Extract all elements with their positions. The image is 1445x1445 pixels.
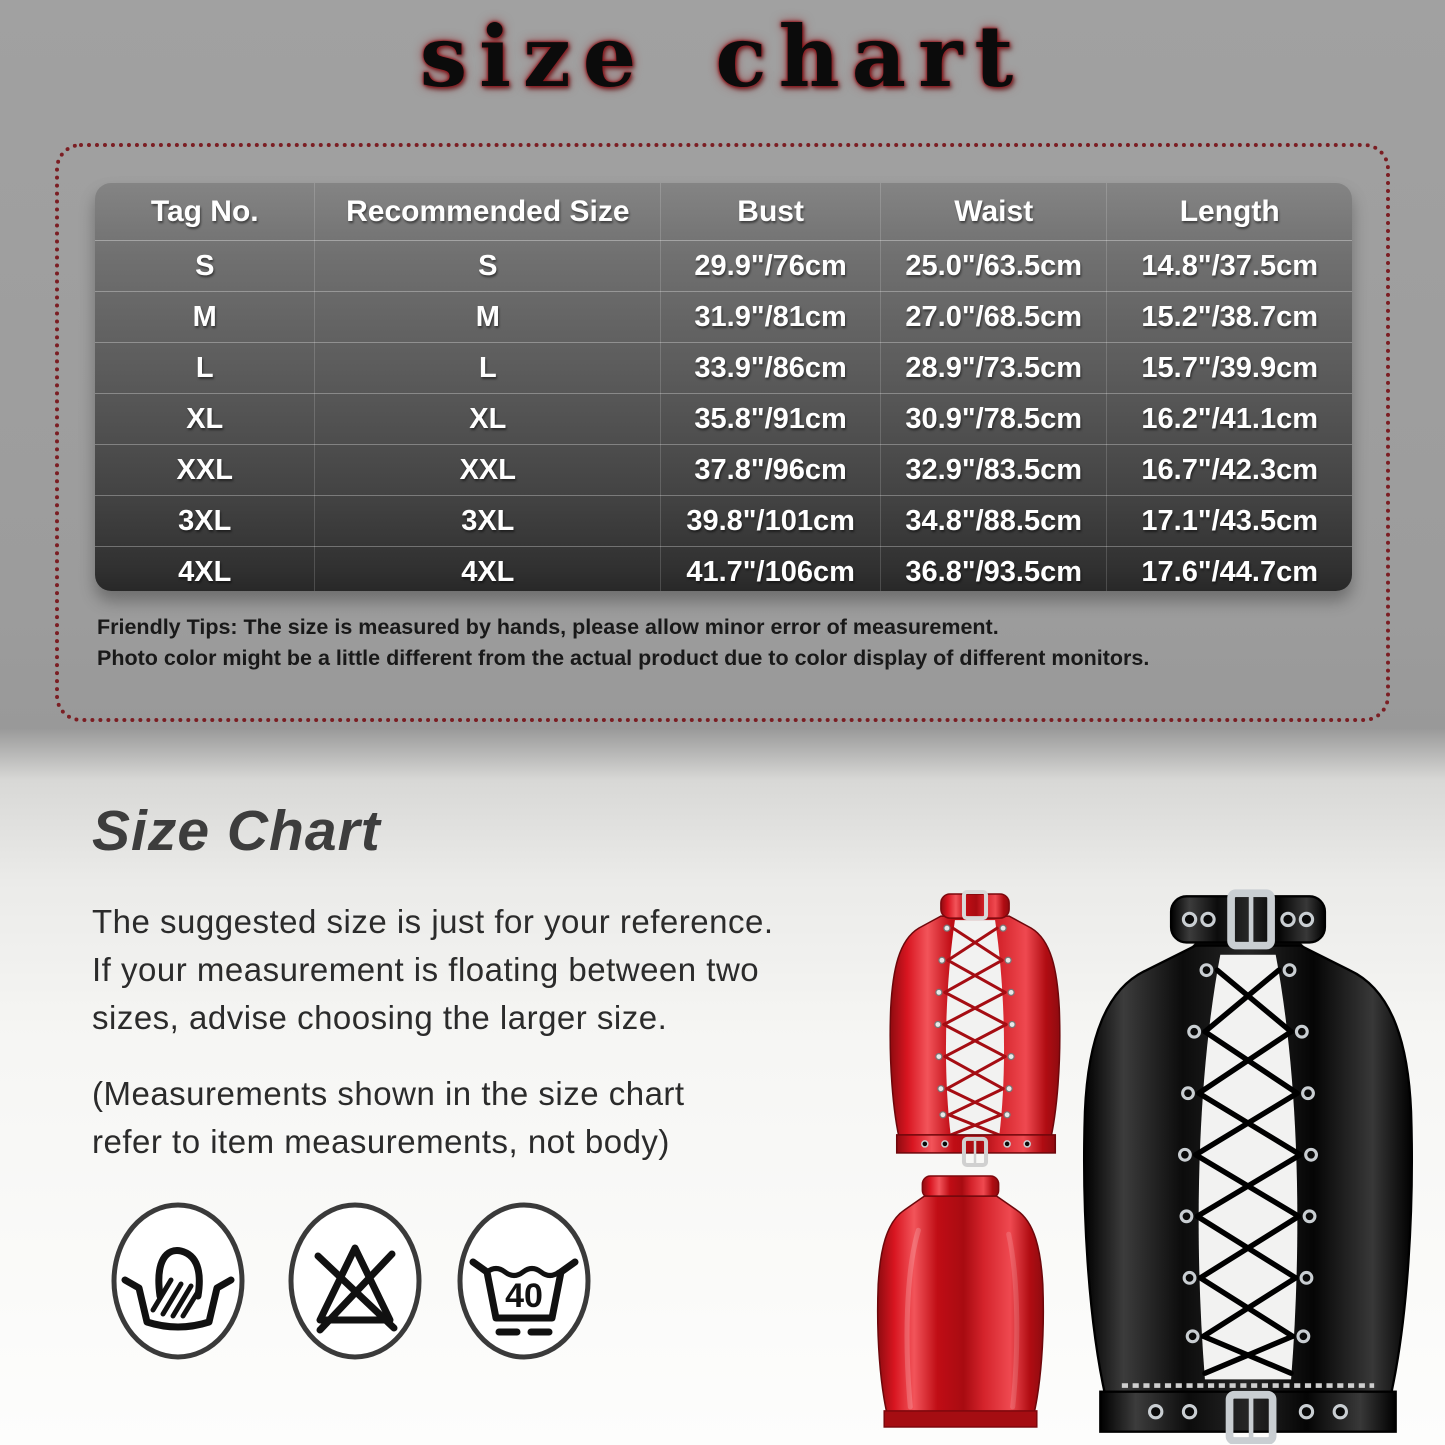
bust-cell: 33.9"/86cm [661, 343, 881, 394]
length-cell: 17.6"/44.7cm [1141, 555, 1318, 588]
tag-cell: M [95, 292, 315, 343]
table-row [95, 445, 1352, 496]
size-table-panel [95, 183, 1352, 591]
waist-cell: 27.0"/68.5cm [881, 292, 1107, 343]
bust-cell: 35.8"/91cm [661, 394, 881, 445]
bust-cell: 37.8"/96cm [661, 445, 881, 496]
tag-cell: XL [95, 394, 315, 445]
bust-cell: 29.9"/76cm [661, 241, 881, 292]
friendly-tips-line-1: Friendly Tips: The size is measured by hands, please allow minor error of measurement. [97, 615, 999, 639]
waist-cell: 34.8"/88.5cm [881, 496, 1107, 547]
size-table [95, 183, 1352, 591]
tag-cell: S [95, 241, 315, 292]
size-cell: M [315, 292, 661, 343]
bust-cell: 31.9"/81cm [661, 292, 881, 343]
table-row [95, 343, 1352, 394]
table-row [95, 241, 1352, 292]
measurement-note-paragraph [92, 1070, 685, 1166]
length-cell: 16.2"/41.1cm [1107, 394, 1352, 445]
page-title: size chart [419, 7, 1026, 106]
size-reference-paragraph [92, 898, 774, 1042]
friendly-tips-line-2: Photo color might be a little different from the actual product due to color display of different monitors. [97, 646, 1150, 670]
wash-40-icon [449, 1198, 599, 1368]
paragraph-line: sizes, advise choosing the larger size. [92, 999, 668, 1036]
bust-cell: 41.7"/106cm [661, 547, 881, 592]
table-row [95, 496, 1352, 547]
tag-cell: L [95, 343, 315, 394]
table-row [95, 547, 1352, 592]
column-header-recommended-size: Recommended Size [315, 183, 661, 241]
paragraph-line: refer to item measurements, not body) [92, 1123, 670, 1160]
size-cell: XXL [315, 445, 661, 496]
table-header-row [95, 183, 1352, 241]
length-cell: 17.1"/43.5cm [1107, 496, 1352, 547]
tag-cell: 4XL [95, 547, 315, 592]
hand-wash-icon [103, 1198, 253, 1368]
length-cell: 15.7"/39.9cm [1107, 343, 1352, 394]
paragraph-line: (Measurements shown in the size chart [92, 1075, 685, 1112]
size-cell: L [315, 343, 661, 394]
waist-cell: 30.9"/78.5cm [881, 394, 1107, 445]
waist-cell: 28.9"/73.5cm [881, 343, 1107, 394]
size-cell: S [315, 241, 661, 292]
size-cell: 3XL [315, 496, 661, 547]
tag-cell: XXL [95, 445, 315, 496]
black-crop-top-front-image [1048, 884, 1445, 1444]
length-cell: 14.8"/37.5cm [1107, 241, 1352, 292]
paragraph-line: If your measurement is floating between two [92, 951, 760, 988]
waist-cell: 36.8"/93.5cm [881, 547, 1107, 592]
waist-cell: 25.0"/63.5cm [881, 241, 1107, 292]
length-cell: 15.2"/38.7cm [1107, 292, 1352, 343]
red-crop-top-back-image [858, 1170, 1063, 1435]
friendly-tips [97, 612, 1357, 674]
waist-cell: 32.9"/83.5cm [881, 445, 1107, 496]
section-heading: Size Chart [92, 799, 381, 863]
do-not-bleach-icon [280, 1198, 430, 1368]
wash-temperature-label: 40 [505, 1277, 543, 1315]
size-cell: XL [315, 394, 661, 445]
table-row [95, 292, 1352, 343]
size-cell: 4XL [315, 547, 661, 592]
paragraph-line: The suggested size is just for your reference. [92, 903, 774, 940]
column-header-waist: Waist [881, 183, 1107, 241]
column-header-tag-no: Tag No. [95, 183, 315, 241]
bust-cell: 39.8"/101cm [661, 496, 881, 547]
column-header-bust: Bust [661, 183, 881, 241]
table-row [95, 394, 1352, 445]
column-header-length: Length [1107, 183, 1352, 241]
tag-cell: 3XL [95, 496, 315, 547]
length-cell: 16.7"/42.3cm [1107, 445, 1352, 496]
